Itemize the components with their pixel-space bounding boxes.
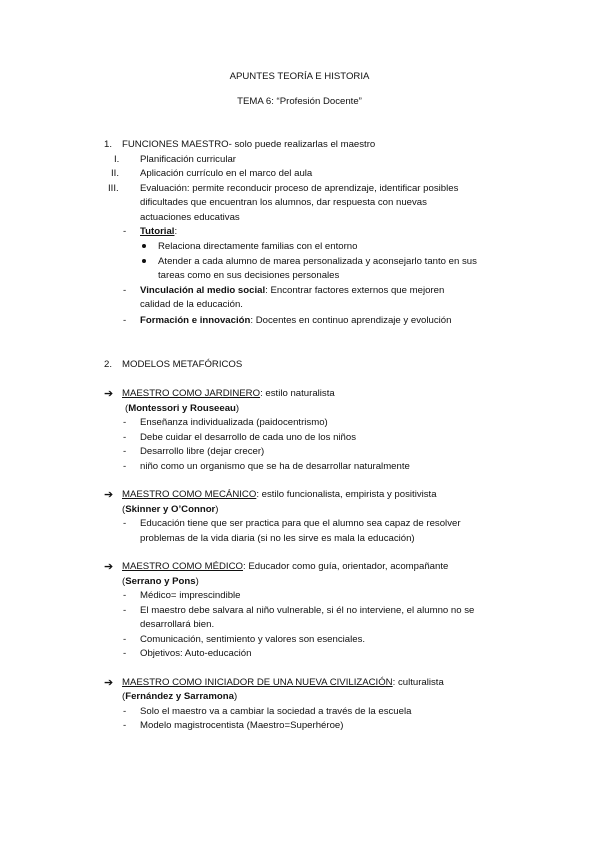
formacion-line: [140, 315, 451, 327]
list-item: Debe cuidar el desarrollo de cada uno de los niños: [140, 432, 356, 443]
authors-names: Montessori y Rouseeau: [128, 403, 236, 414]
bullet-text: Relaciona directamente familias con el entorno: [158, 241, 358, 252]
dash-marker: -: [123, 461, 127, 472]
list-item-line: problemas de la vida diaria (si no les sirve es mala la educación): [140, 533, 415, 544]
paren-open: (: [125, 403, 129, 414]
section-1-number: 1.: [104, 139, 113, 150]
list-item: Objetivos: Auto-educación: [140, 648, 252, 659]
arrow-icon: ➔: [104, 561, 114, 573]
list-item-line: desarrollará bien.: [140, 619, 215, 630]
model-desc: : estilo naturalista: [260, 388, 335, 399]
item-text: Aplicación currículo en el marco del aula: [140, 168, 313, 179]
vinculacion-text: : Encontrar factores externos que mejoren: [265, 285, 445, 296]
dash-marker: -: [123, 720, 127, 731]
document-subtitle: TEMA 6: “Profesión Docente”: [237, 96, 362, 107]
list-item: Desarrollo libre (dejar crecer): [140, 446, 265, 457]
paren-open: (: [122, 504, 126, 515]
authors-names: Fernández y Sarramona: [125, 691, 234, 702]
tutorial-heading: [140, 226, 177, 238]
dash-marker: -: [123, 315, 127, 326]
paren-open: (: [122, 576, 126, 587]
dash-marker: -: [123, 634, 127, 645]
list-item-line: El maestro debe salvara al niño vulnerable, si él no interviene, el alumno no se: [140, 605, 475, 616]
dash-marker: -: [123, 285, 127, 296]
list-item: niño como un organismo que se ha de desarrollar naturalmente: [140, 461, 410, 472]
model-authors: [122, 576, 199, 588]
formacion-label: Formación e innovación: [140, 315, 251, 326]
document-title: APUNTES TEORÍA E HISTORIA: [229, 71, 370, 82]
arrow-icon: ➔: [104, 388, 114, 400]
authors-names: Serrano y Pons: [125, 576, 196, 587]
section-2-heading: MODELOS METAFÓRICOS: [122, 359, 243, 370]
vinculacion-label: Vinculación al medio social: [140, 285, 266, 296]
model-heading: [122, 561, 448, 573]
section-2-number: 2.: [104, 359, 113, 370]
item-numeral: I.: [114, 154, 120, 165]
dash-marker: -: [123, 706, 127, 717]
dash-marker: -: [123, 446, 127, 457]
item-text-line: Evaluación: permite reconducir proceso de aprendizaje, identificar posibles: [140, 183, 459, 194]
model-heading: [122, 677, 444, 689]
vinculacion-line: [140, 285, 444, 297]
model-desc: : Educador como guía, orientador, acompañante: [243, 561, 449, 572]
paren-close: ): [195, 576, 199, 587]
model-desc: : culturalista: [392, 677, 444, 688]
paren-open: (: [122, 691, 126, 702]
arrow-icon: ➔: [104, 677, 114, 689]
section-1-heading: FUNCIONES MAESTRO- solo puede realizarlas el maestro: [122, 139, 376, 150]
model-desc: : estilo funcionalista, empirista y positivista: [256, 489, 437, 500]
paren-close: ): [235, 403, 240, 414]
tutorial-label: Tutorial: [140, 226, 175, 237]
dash-marker: -: [123, 605, 127, 616]
dash-marker: -: [123, 518, 127, 529]
model-title: MAESTRO COMO INICIADOR DE UNA NUEVA CIVILIZACIÓN: [122, 677, 393, 688]
item-numeral: II.: [111, 168, 119, 179]
model-authors: [122, 691, 237, 703]
model-authors: [125, 403, 239, 415]
model-title: MAESTRO COMO JARDINERO: [122, 388, 261, 399]
list-item: Modelo magistrocentista (Maestro=Superhéroe): [140, 720, 344, 731]
bullet-dot: [142, 259, 146, 263]
authors-names: Skinner y O’Connor: [125, 504, 216, 515]
item-text-line: actuaciones educativas: [140, 212, 240, 223]
formacion-text: : Docentes en continuo aprendizaje y evolución: [250, 315, 452, 326]
item-text: Planificación curricular: [140, 154, 236, 165]
model-title: MAESTRO COMO MECÁNICO: [122, 489, 257, 500]
paren-close: ): [233, 691, 238, 702]
list-item: Enseñanza individualizada (paidocentrismo): [140, 417, 328, 428]
dash-marker: -: [123, 417, 127, 428]
model-heading: [122, 489, 437, 501]
list-item: Comunicación, sentimiento y valores son esenciales.: [140, 634, 366, 645]
tutorial-colon: :: [174, 226, 178, 237]
list-item: Solo el maestro va a cambiar la sociedad a través de la escuela: [140, 706, 412, 717]
arrow-icon: ➔: [104, 489, 114, 501]
list-item-line: Educación tiene que ser practica para que el alumno sea capaz de resolver: [140, 518, 461, 529]
dash-marker: -: [123, 226, 127, 237]
item-numeral: III.: [108, 183, 119, 194]
model-heading: [122, 388, 335, 400]
bullet-text-line: tareas como en sus decisiones personales: [158, 270, 340, 281]
model-authors: [122, 504, 219, 516]
bullet-dot: [142, 244, 146, 248]
bullet-text-line: Atender a cada alumno de marea personalizada y aconsejarlo tanto en sus: [158, 256, 477, 267]
model-title: MAESTRO COMO MÉDICO: [122, 561, 243, 572]
dash-marker: -: [123, 590, 127, 601]
paren-close: ): [215, 504, 219, 515]
dash-marker: -: [123, 432, 127, 443]
list-item: Médico= imprescindible: [140, 590, 241, 601]
vinculacion-text-line: calidad de la educación.: [140, 299, 243, 310]
dash-marker: -: [123, 648, 127, 659]
item-text-line: dificultades que encuentran los alumnos, dar respuesta con nuevas: [140, 197, 427, 208]
